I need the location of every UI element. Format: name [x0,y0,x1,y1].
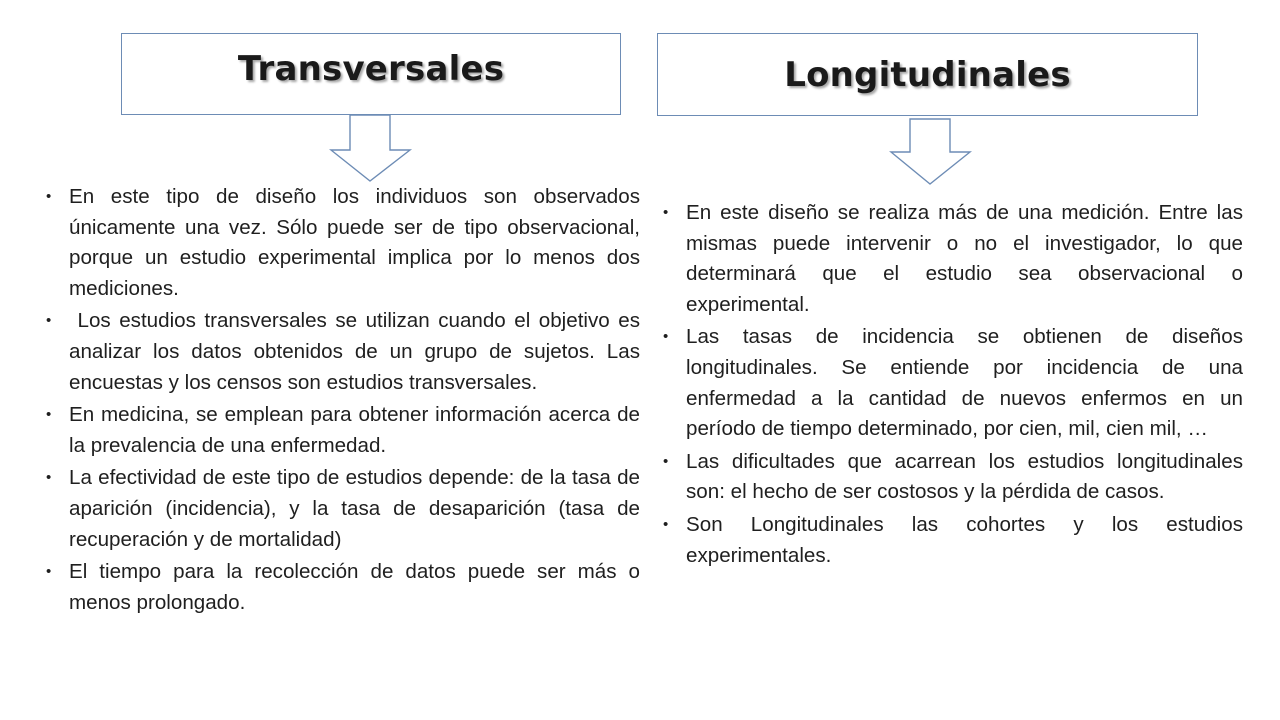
transversales-title-box [121,33,621,115]
list-item [46,557,640,618]
list-item [663,447,1243,508]
bullet-text: En medicina, se emplean para obtener información acerca de la prevalencia de una enfermedad. [69,403,640,457]
bullet-text: Las dificultades que acarrean los estudios longitudinales son: el hecho de ser costosos y la pérdida de casos. [686,449,1243,504]
bullet-icon: • [46,406,52,424]
bullet-icon: • [46,312,52,330]
bullet-text: La efectividad de este tipo de estudios depende: de la tasa de aparición (incidencia), y la tasa de desaparición (tasa de recuperación y de mortalidad) [69,466,640,551]
bullet-icon: • [663,515,669,533]
bullet-icon: • [663,328,669,346]
list-item [46,306,646,398]
bullet-text: En este tipo de diseño los individuos son observados únicamente una vez. Sólo puede ser de tipo observacional, porque un estudio experimental implica por lo menos dos mediciones. [69,185,640,300]
bullet-icon: • [46,469,52,487]
bullet-icon: • [663,204,669,221]
transversales-bullet-list [46,182,646,620]
bullet-text: Las tasas de incidencia se obtienen de diseños longitudinales. Se entiende por incidencia de una enfermedad a la cantidad de nuevos enfermos en un período de tiempo determinado, por cien, mil, cien mil, … [686,325,1243,441]
down-arrow-icon [329,113,413,183]
list-item [663,322,1243,444]
list-item [663,510,1243,571]
bullet-icon: • [46,188,52,205]
list-item [46,182,640,304]
down-arrow-icon [889,117,973,187]
longitudinales-bullet-list [663,198,1243,573]
bullet-text: Son Longitudinales las cohortes y los estudios experimentales. [686,512,1243,567]
longitudinales-title: Longitudinales [784,54,1071,95]
bullet-icon: • [663,452,669,470]
longitudinales-title-box [657,33,1198,116]
list-item [46,400,640,461]
bullet-text: El tiempo para la recolección de datos puede ser más o menos prolongado. [69,560,640,614]
list-item [663,198,1243,320]
bullet-icon: • [46,563,52,581]
transversales-title: Transversales [237,49,505,89]
list-item [46,463,640,555]
bullet-text: En este diseño se realiza más de una medición. Entre las mismas puede intervenir o no el investigador, lo que determinará que el estudio sea observacional o experimental. [686,201,1243,316]
bullet-text: Los estudios transversales se utilizan cuando el objetivo es analizar los datos obtenidos de un grupo de sujetos. Las encuestas y los censos son estudios transversales. [69,309,646,394]
